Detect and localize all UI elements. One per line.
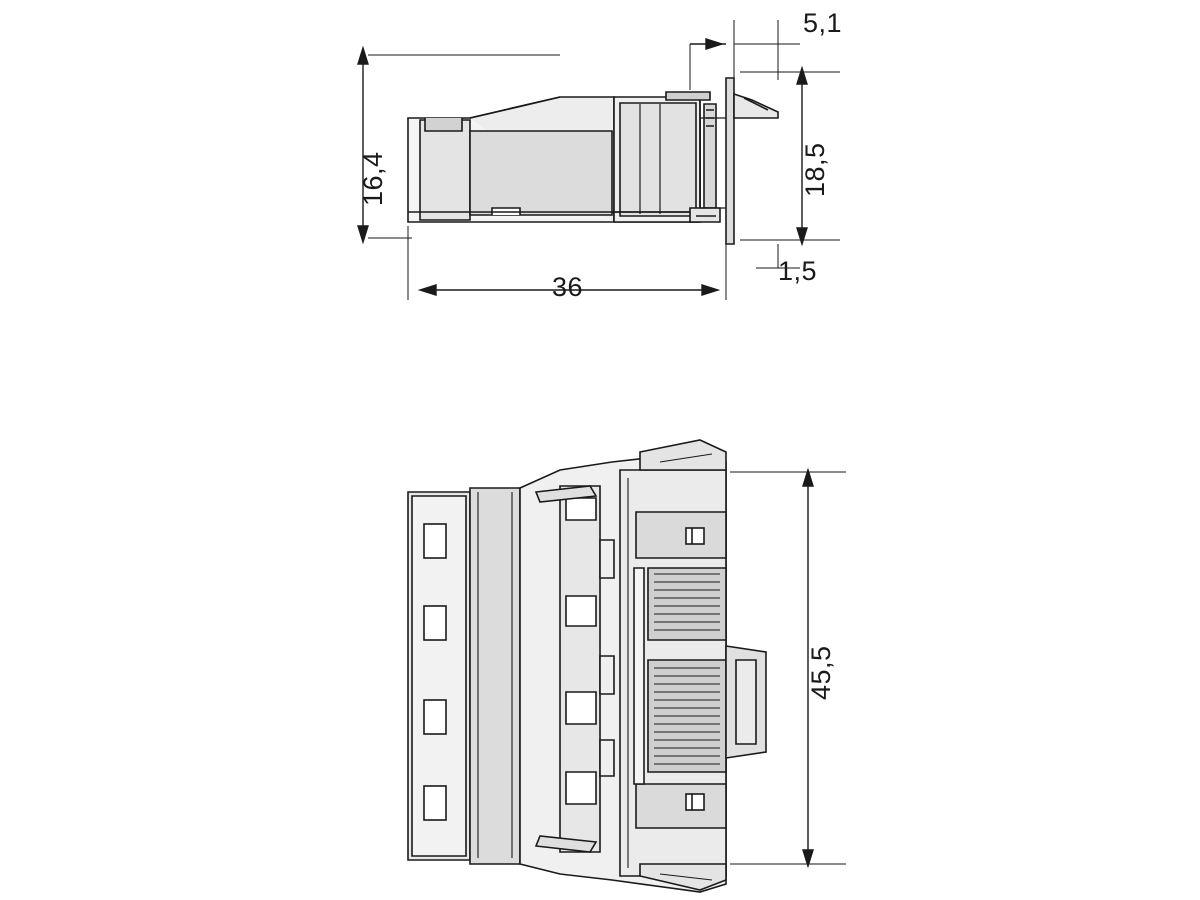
front-view-geometry [408,440,766,892]
dimension-label-16-4: 16,4 [358,151,388,206]
dimension-label-5-1: 5,1 [803,8,843,38]
dimension-label-45-5: 45,5 [806,645,836,700]
dimension-label-1-5: 1,5 [778,256,818,286]
dimension-label-18-5: 18,5 [800,142,830,197]
side-view-geometry [408,78,778,244]
dimension-label-36: 36 [552,272,584,302]
